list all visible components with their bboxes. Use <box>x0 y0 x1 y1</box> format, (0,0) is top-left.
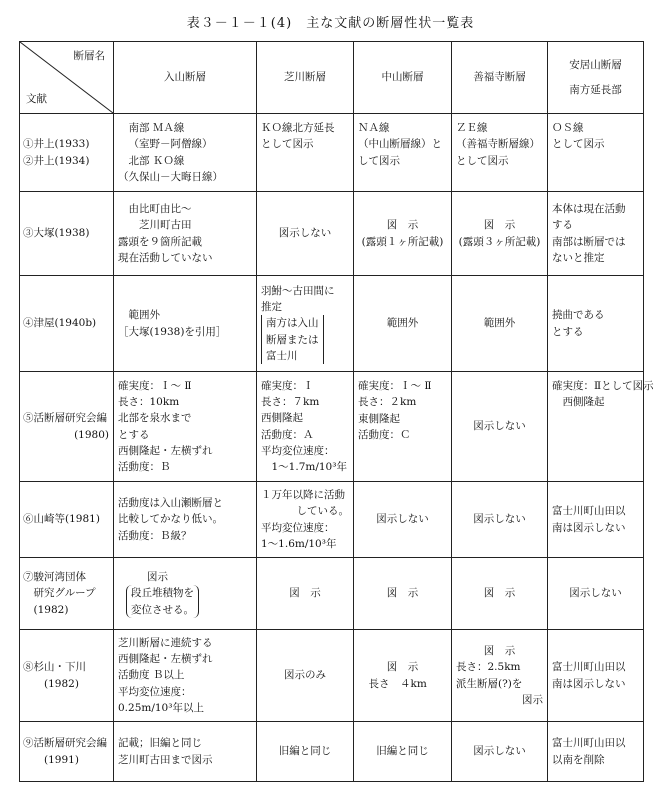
cell-nakayama <box>354 372 452 482</box>
cell-nakayama <box>354 192 452 276</box>
cell-line: 断層または <box>266 333 319 346</box>
column-header-agoyama <box>548 42 644 114</box>
cell-line: 比較してかなり低い。 <box>118 513 223 526</box>
cell-nakayama: 図示しない <box>354 482 452 558</box>
cell-line: 変位させる。 <box>131 603 194 616</box>
cell-line: ＺＥ線 <box>456 122 488 134</box>
cell-line: 西側隆起・左横ずれ <box>118 444 213 457</box>
source-cell <box>20 372 114 482</box>
column-header-shibakawa: 芝川断層 <box>257 42 354 114</box>
bracket-note <box>126 585 199 618</box>
source-line: ③大塚(1938) <box>23 227 90 240</box>
cell-line: 記載；旧編と同じ <box>118 737 202 750</box>
cell-line: 南部 ＭＡ線 <box>128 121 185 134</box>
cell-line: 長さ：２km <box>358 396 417 409</box>
source-line: (1980) <box>74 428 109 441</box>
cell-zenpukuji <box>452 114 548 192</box>
cell-line: 図 示 <box>483 219 516 232</box>
cell-line: 活動度は入山瀬断層と <box>118 497 223 510</box>
cell-shibakawa: 旧編と同じ <box>257 722 354 782</box>
source-line: 研究グループ <box>33 587 96 600</box>
cell-line: ［大塚(1938)を引用］ <box>118 325 227 338</box>
bracket-note <box>261 315 324 364</box>
cell-line: 図 示 <box>483 644 516 657</box>
cell-line: 西側隆起 <box>562 396 605 409</box>
cell-line: 確実度：Ｉ～ Ⅱ <box>118 379 192 392</box>
cell-line: 確実度：Ⅱとして図示 <box>552 380 654 392</box>
cell-line: 富士川 <box>266 349 298 362</box>
cell-line: 活動度：Ｂ級？ <box>118 529 192 542</box>
cell-line: ないと推定 <box>552 251 605 264</box>
column-header-agoyama-line1: 安居山断層 <box>569 59 622 72</box>
cell-line: とする <box>118 428 150 441</box>
cell-line: する <box>552 219 573 232</box>
cell-line: 1～1.6m/10³年 <box>261 537 337 550</box>
cell-line: （室野－阿僧線） <box>128 138 213 151</box>
cell-line: 本体は現在活動 <box>552 202 626 215</box>
cell-line: 以南を削除 <box>552 753 605 766</box>
cell-iriyama <box>114 372 257 482</box>
table-row <box>20 482 644 558</box>
table-row <box>20 722 644 782</box>
corner-literature-label: 文献 <box>26 92 47 105</box>
table-row <box>20 558 644 630</box>
fault-properties-table <box>19 41 654 782</box>
source-cell <box>20 722 114 782</box>
cell-line: 段丘堆積物を <box>131 587 194 600</box>
cell-line: 北部 ＫＯ線 <box>128 154 185 167</box>
cell-line: 推定 <box>261 301 282 314</box>
cell-line: 富士川町山田以 <box>552 737 626 750</box>
cell-line: 1～1.7m/10³年 <box>271 461 347 474</box>
cell-line: 図 示 <box>386 219 419 232</box>
cell-line: 長さ：７km <box>261 395 320 408</box>
cell-line: して図示 <box>358 154 400 167</box>
cell-line: 長さ：10km <box>118 395 180 408</box>
source-line: ①井上(1933) <box>23 138 90 151</box>
cell-line: 芝川町古田 <box>139 219 192 232</box>
cell-iriyama <box>114 482 257 558</box>
cell-iriyama <box>114 722 257 782</box>
cell-line: 北部を泉水まで <box>118 412 192 425</box>
header-row <box>20 42 644 114</box>
table-row <box>20 192 644 276</box>
cell-line: 羽鮒～古田間に <box>261 284 335 297</box>
cell-line: 南は図示しない <box>552 677 626 690</box>
cell-line: 富士川町山田以 <box>552 505 626 518</box>
source-line: (1982) <box>44 677 79 690</box>
cell-nakayama: 旧編と同じ <box>354 722 452 782</box>
cell-zenpukuji: 図示しない <box>452 482 548 558</box>
source-cell <box>20 192 114 276</box>
table-title: 表３－１－１(4) 主な文献の断層性状一覧表 <box>186 16 475 31</box>
cell-agoyama <box>548 722 644 782</box>
cell-line: 平均変位速度： <box>118 685 192 698</box>
cell-zenpukuji: 図示しない <box>452 372 548 482</box>
cell-line: 活動度 Ｂ以上 <box>118 669 185 682</box>
cell-line: 活動度：Ｃ <box>358 428 411 441</box>
source-line: (1982) <box>33 603 69 616</box>
cell-line: （善福寺断層線） <box>456 138 540 151</box>
cell-line: 0.25m/10³年以上 <box>118 701 204 714</box>
cell-shibakawa <box>257 114 354 192</box>
cell-line: 平均変位速度： <box>261 521 335 534</box>
cell-line: している。 <box>296 505 349 518</box>
cell-line: 西側隆起・左横ずれ <box>118 653 213 666</box>
cell-line: ＫＯ線北方延長 <box>261 122 335 134</box>
cell-line: 図示 <box>522 693 543 706</box>
cell-line: 南は図示しない <box>552 521 626 534</box>
cell-nakayama: 図 示 <box>354 558 452 630</box>
cell-line: 活動度：Ａ <box>261 428 314 441</box>
cell-iriyama <box>114 114 257 192</box>
source-cell <box>20 114 114 192</box>
cell-iriyama <box>114 630 257 722</box>
cell-line: 長さ：2.5km <box>456 661 521 674</box>
cell-agoyama <box>548 114 644 192</box>
cell-line: 由比町由比～ <box>128 202 192 215</box>
cell-shibakawa <box>257 482 354 558</box>
column-header-agoyama-line2: 南方延長部 <box>569 83 622 96</box>
table-row <box>20 630 644 722</box>
cell-iriyama <box>114 276 257 372</box>
cell-shibakawa: 図示のみ <box>257 630 354 722</box>
cell-line: 芝川断層に連続する <box>118 636 213 649</box>
source-line: ⑨活断層研究会編 <box>23 737 107 750</box>
cell-line: （中山断層線）と <box>358 138 442 151</box>
source-cell <box>20 482 114 558</box>
cell-line: として図示 <box>552 138 605 151</box>
table-row <box>20 372 644 482</box>
cell-iriyama <box>114 558 257 630</box>
column-header-zenpukuji: 善福寺断層 <box>452 42 548 114</box>
cell-agoyama <box>548 482 644 558</box>
cell-line: として図示 <box>261 138 314 151</box>
cell-line: 平均変位速度： <box>261 444 335 457</box>
cell-zenpukuji: 範囲外 <box>452 276 548 372</box>
cell-line: ＮＡ線 <box>358 122 390 134</box>
cell-line: 範囲外 <box>128 309 160 322</box>
cell-line: （久保山－大晦日線） <box>118 170 223 183</box>
cell-line: (露頭３ヶ所記載) <box>458 235 541 248</box>
cell-shibakawa <box>257 372 354 482</box>
source-cell <box>20 630 114 722</box>
cell-nakayama: 範囲外 <box>354 276 452 372</box>
cell-line: 派生断層(?)を <box>456 677 523 690</box>
cell-line: (露頭１ヶ所記載) <box>361 235 444 248</box>
cell-agoyama: 図示しない <box>548 558 644 630</box>
cell-agoyama <box>548 372 654 482</box>
cell-shibakawa: 図示しない <box>257 192 354 276</box>
cell-line: 図示 <box>147 571 168 584</box>
column-header-nakayama: 中山断層 <box>354 42 452 114</box>
cell-shibakawa <box>257 276 354 372</box>
cell-line: 長さ ４km <box>368 677 427 690</box>
source-line: ②井上(1934) <box>23 154 90 167</box>
cell-nakayama <box>354 630 452 722</box>
cell-line: 現在活動していない <box>118 251 213 264</box>
source-line: ⑤活断層研究会編 <box>23 412 107 425</box>
cell-line: として図示 <box>456 154 509 167</box>
source-line: ⑥山崎等(1981) <box>23 513 100 526</box>
cell-line: １万年以降に活動 <box>261 488 345 501</box>
cell-shibakawa: 図 示 <box>257 558 354 630</box>
cell-line: とする <box>552 325 584 338</box>
source-line: ⑧杉山・下川 <box>23 661 86 674</box>
cell-iriyama <box>114 192 257 276</box>
table-row <box>20 114 644 192</box>
cell-line: 芝川町古田まで図示 <box>118 753 213 766</box>
cell-agoyama <box>548 276 644 372</box>
column-header-iriyama: 入山断層 <box>114 42 257 114</box>
cell-zenpukuji: 図示しない <box>452 722 548 782</box>
cell-nakayama <box>354 114 452 192</box>
cell-line: 富士川町山田以 <box>552 661 626 674</box>
cell-line: 東側隆起 <box>358 412 400 425</box>
cell-line: 撓曲である <box>552 309 605 322</box>
cell-agoyama <box>548 192 644 276</box>
cell-line: 確実度：Ｉ <box>261 379 314 392</box>
cell-line: 確実度：Ｉ～ Ⅱ <box>358 380 432 392</box>
corner-header-cell <box>20 42 114 114</box>
source-cell <box>20 558 114 630</box>
cell-zenpukuji <box>452 192 548 276</box>
table-row <box>20 276 644 372</box>
corner-fault-name-label: 断層名 <box>73 50 105 62</box>
cell-line: ＯＳ線 <box>552 122 584 134</box>
cell-line: 露頭を９箇所記載 <box>118 235 202 248</box>
source-line: (1991) <box>44 753 79 766</box>
cell-agoyama <box>548 630 644 722</box>
cell-zenpukuji <box>452 630 548 722</box>
cell-line: 西側隆起 <box>261 412 303 425</box>
cell-line: 南方は入山 <box>266 317 319 330</box>
cell-line: 南部は断層では <box>552 235 626 248</box>
cell-zenpukuji: 図 示 <box>452 558 548 630</box>
source-line: ⑦駿河湾団体 <box>23 571 86 584</box>
cell-line: 活動度：Ｂ <box>118 461 171 474</box>
source-line: ④津屋(1940b) <box>23 317 97 330</box>
source-cell <box>20 276 114 372</box>
cell-line: 図 示 <box>386 661 419 674</box>
